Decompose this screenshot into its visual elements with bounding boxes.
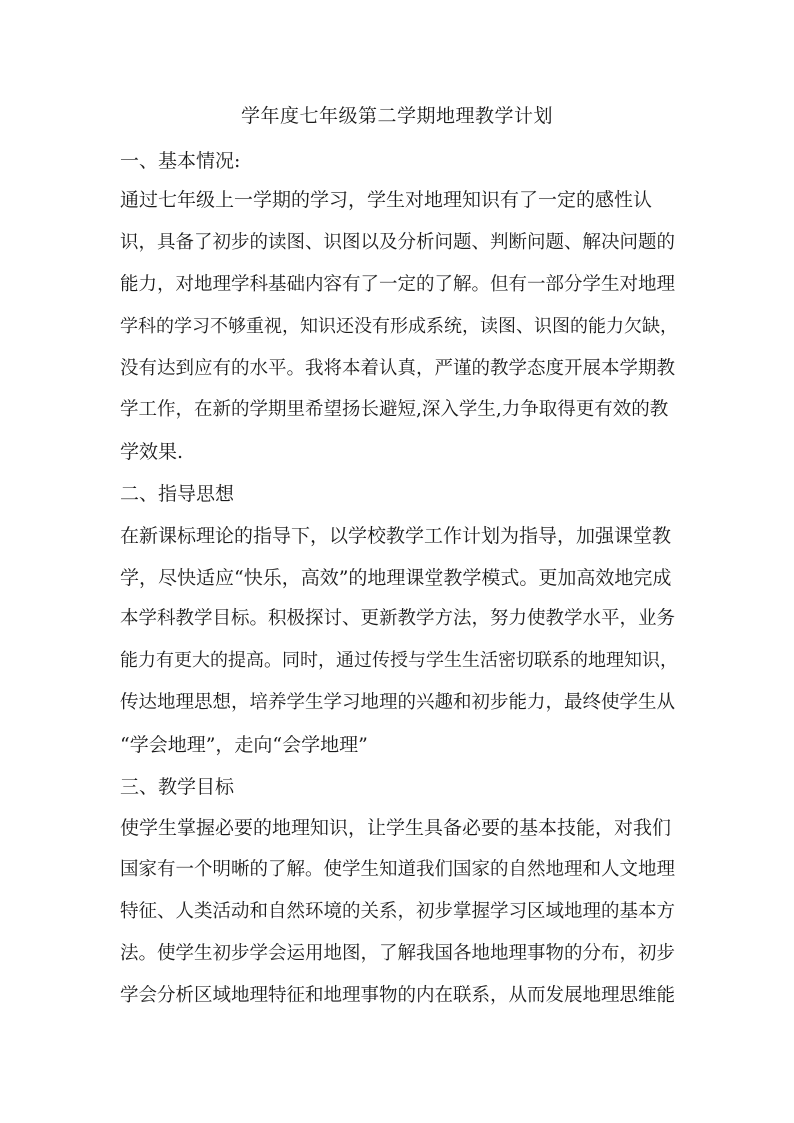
section-heading-basic-situation: 一、基本情况: xyxy=(120,150,241,172)
paragraph-line: 特征、人类活动和自然环境的关系，初步掌握学习区域地理的基本方 xyxy=(120,901,676,922)
paragraph-line: 传达地理思想，培养学生学习地理的兴趣和初步能力，最终使学生从 xyxy=(120,692,676,713)
paragraph-line: 本学科教学目标。积极探讨、更新教学方法，努力使教学水平，业务 xyxy=(120,608,676,629)
paragraph-line: 通过七年级上一学期的学习，学生对地理知识有了一定的感性认 xyxy=(120,189,653,211)
paragraph-line: 能力有更大的提高。同时，通过传授与学生生活密切联系的地理知识， xyxy=(120,650,678,671)
paragraph-line: 学效果. xyxy=(120,441,184,463)
paragraph-line: 能力，对地理学科基础内容有了一定的了解。但有一部分学生对地理 xyxy=(120,274,676,295)
paragraph-line: 识，具备了初步的读图、识图以及分析问题、判断问题、解决问题的 xyxy=(120,232,676,253)
section-heading-guiding-ideology: 二、指导思想 xyxy=(120,483,235,505)
document-title: 学年度七年级第二学期地理教学计划 xyxy=(240,105,553,127)
paragraph-line: 学会分析区域地理特征和地理事物的内在联系，从而发展地理思维能 xyxy=(120,985,676,1006)
paragraph-line: 使学生掌握必要的地理知识，让学生具备必要的基本技能，对我们 xyxy=(120,817,672,839)
paragraph-line: 学工作，在新的学期里希望扬长避短,深入学生,力争取得更有效的教 xyxy=(120,399,669,420)
paragraph-line: 学，尽快适应“快乐，高效”的地理课堂教学模式。更加高效地完成 xyxy=(120,567,672,589)
paragraph-line: 没有达到应有的水平。我将本着认真，严谨的教学态度开展本学期教 xyxy=(120,358,676,379)
paragraph-line: “学会地理”，走向“会学地理” xyxy=(120,734,368,756)
paragraph-line: 国家有一个明晰的了解。使学生知道我们国家的自然地理和人文地理 xyxy=(120,859,676,880)
paragraph-line: 法。使学生初步学会运用地图，了解我国各地地理事物的分布，初步 xyxy=(120,943,676,964)
paragraph-line: 在新课标理论的指导下，以学校教学工作计划为指导，加强课堂教 xyxy=(120,525,672,547)
paragraph-line: 学科的学习不够重视，知识还没有形成系统，读图、识图的能力欠缺， xyxy=(120,316,678,337)
section-heading-teaching-goals: 三、教学目标 xyxy=(120,776,235,798)
